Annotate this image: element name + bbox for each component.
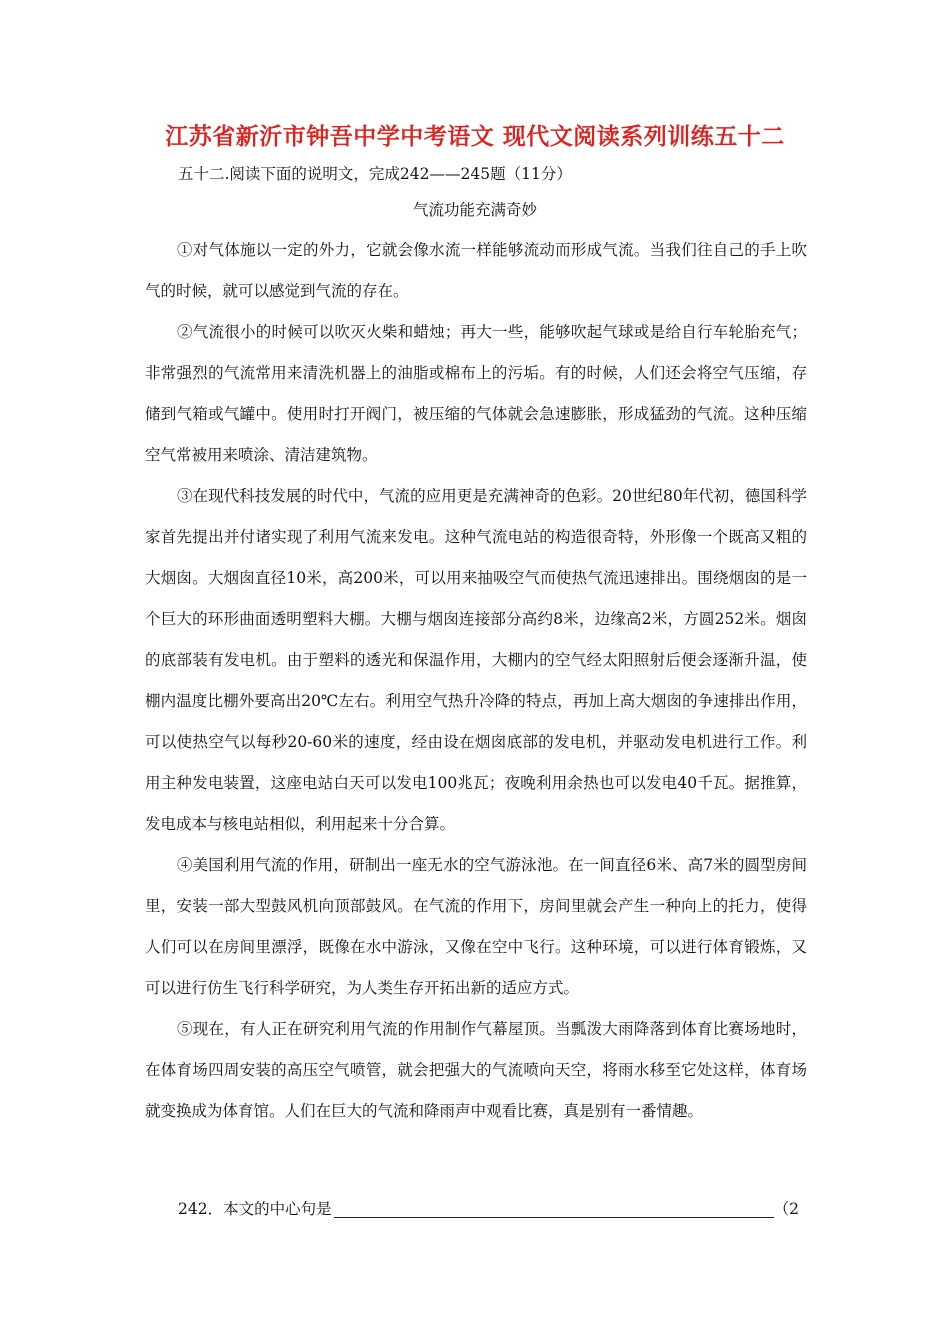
- article-body: [145, 230, 807, 1132]
- paragraph-5: ⑤现在，有人正在研究利用气流的作用制作气幕屋顶。当瓢泼大雨降落到体育比赛场地时，在体育场四周安装的高压空气喷管，就会把强大的气流喷向天空，将雨水移至它处这样，体育场就变换成为体育馆。人们在巨大的气流和降雨声中观看比赛，真是别有一番情趣。: [145, 1020, 807, 1120]
- paragraph-4: ④美国利用气流的作用，研制出一座无水的空气游泳池。在一间直径6米、高7米的圆型房间里，安装一部大型鼓风机向顶部鼓风。在气流的作用下，房间里就会产生一种向上的托力，使得人们可以在房间里漂浮，既像在水中游泳，又像在空中飞行。这种环境，可以进行体育锻炼，又可以进行仿生飞行科学研究，为人类生存开拓出新的适应方式。: [145, 856, 807, 997]
- paragraph-1: ①对气体施以一定的外力，它就会像水流一样能够流动而形成气流。当我们往自己的手上吹气的时候，就可以感觉到气流的存在。: [145, 241, 807, 300]
- answer-blank[interactable]: [334, 1201, 774, 1218]
- paragraph-2: ②气流很小的时候可以吹灭火柴和蜡烛；再大一些，能够吹起气球或是给自行车轮胎充气；非常强烈的气流常用来清洗机器上的油脂或棉布上的污垢。有的时候，人们还会将空气压缩，存储到气箱或气罐中。使用时打开阀门，被压缩的气体就会急速膨胀，形成猛劲的气流。这种压缩空气常被用来喷涂、清洁建筑物。: [145, 323, 807, 464]
- question-score: （2: [773, 1200, 799, 1218]
- paragraph-3: ③在现代科技发展的时代中，气流的应用更是充满神奇的色彩。20世纪80年代初，德国科学家首先提出并付诸实现了利用气流来发电。这种气流电站的构造很奇特，外形像一个既高又粗的大烟囱。大烟囱直径10米，高200米，可以用来抽吸空气而使热气流迅速排出。围绕烟囱的是一个巨大的环形曲面透明塑料大棚。大棚与烟囱连接部分高约8米，边缘高2米，方圆252米。烟囱的底部装有发电机。由于塑料的透光和保温作用，大棚内的空气经太阳照射后便会逐渐升温，使棚内温度比棚外要高出20℃左右。利用空气热升冷降的特点，再加上高大烟囱的争速排出作用，可以使热空气以每秒20-60米的速度，经由设在烟囱底部的发电机，并驱动发电机进行工作。利用主种发电装置，这座电站白天可以发电100兆瓦；夜晚利用余热也可以发电40千瓦。据推算，发电成本与核电站相似，利用起来十分合算。: [145, 487, 807, 833]
- document-title: 江苏省新沂市钟吾中学中考语文 现代文阅读系列训练五十二: [165, 124, 785, 150]
- section-intro: 五十二.阅读下面的说明文，完成242——245题（11分）: [178, 165, 572, 183]
- question-label: 242．本文的中心句是: [178, 1200, 332, 1218]
- article-subtitle: 气流功能充满奇妙: [412, 201, 537, 219]
- question-242: [178, 1197, 799, 1219]
